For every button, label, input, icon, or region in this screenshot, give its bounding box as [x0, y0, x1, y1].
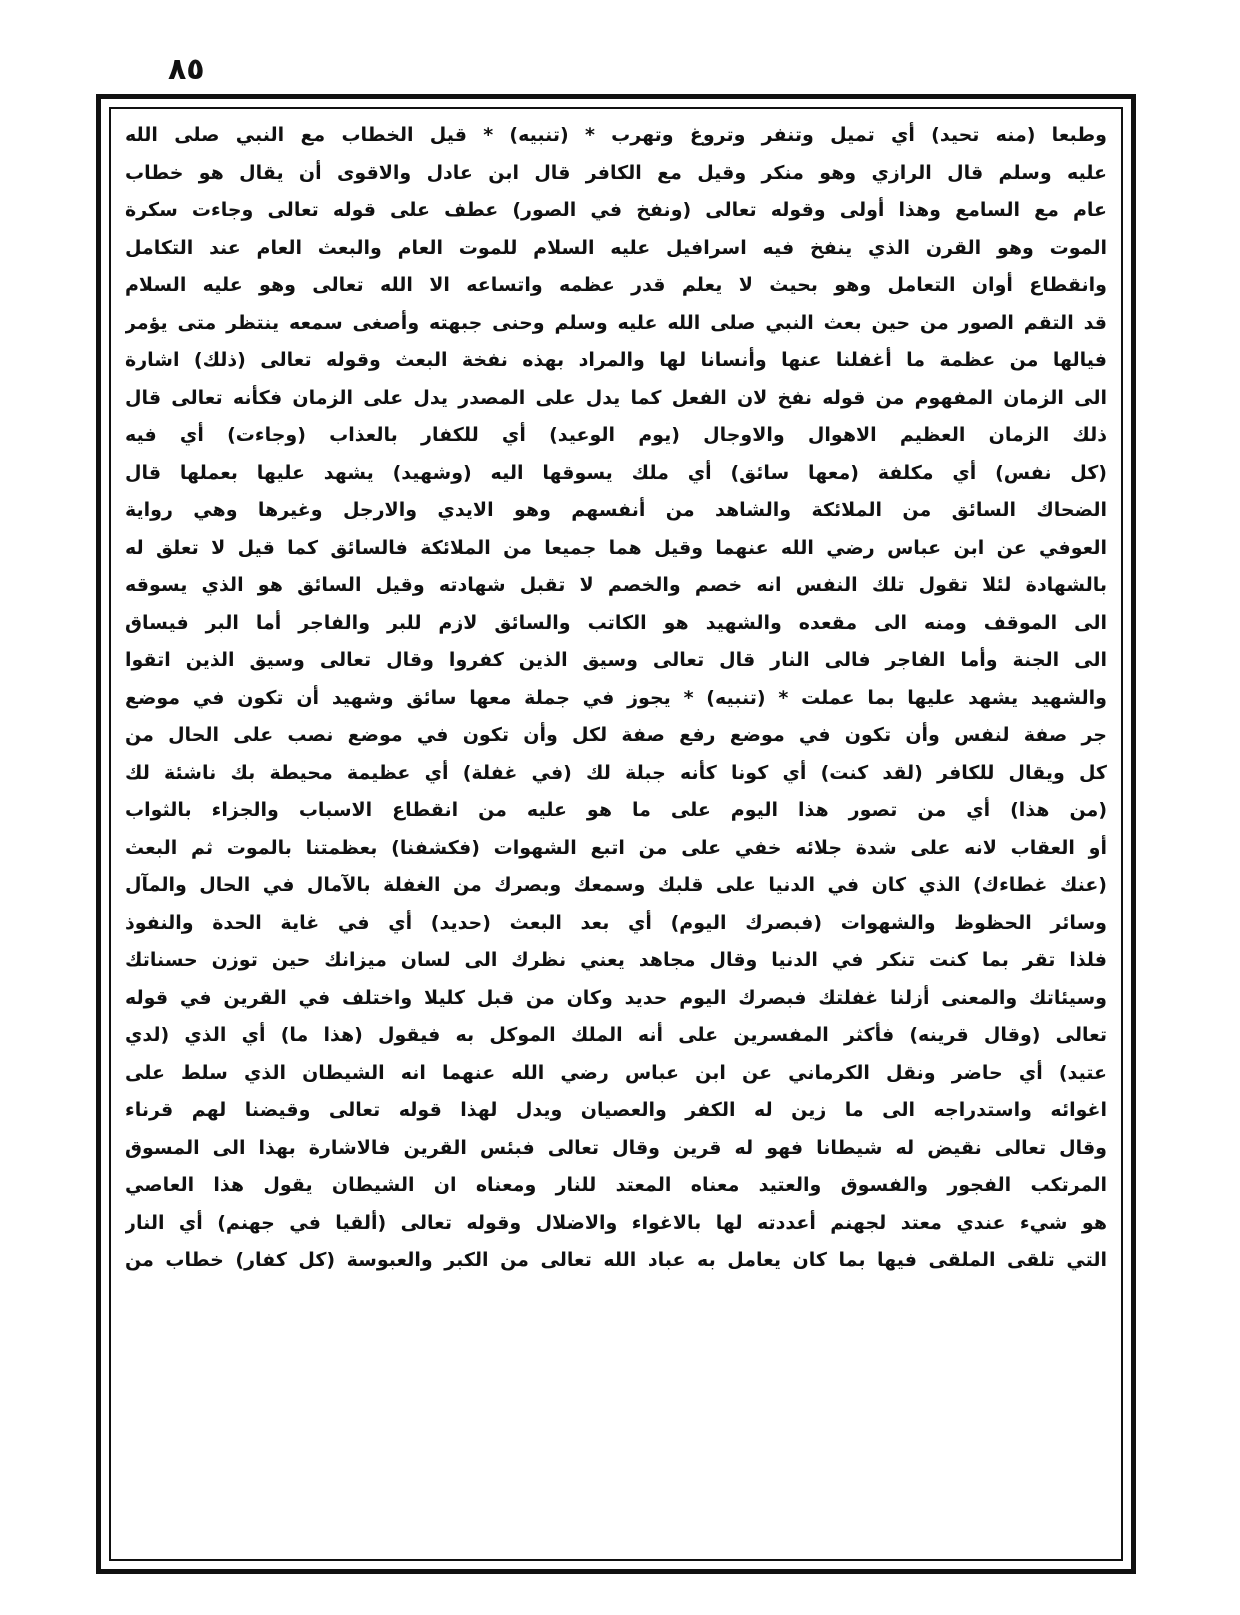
text-line-16: والشهيد يشهد عليها بما عملت * (تنبيه) * يجوز في جملة معها سائق وشهيد أن تكون في موضع	[125, 686, 1107, 709]
text-line-29: المرتكب الفجور والفسوق والعتيد معناه المعتد للنار ومعناه ان الشيطان يقول هذا العاصي	[125, 1174, 1107, 1196]
text-line-21: (عنك غطاءك) الذي كان في الدنيا على قلبك وسمعك وبصرك من الغفلة بالآمال في الحال والمآل	[125, 874, 1107, 896]
text-line-2: عليه وسلم قال الرازي وهو منكر وقيل مع الكافر قال ابن عادل والاقوى أن يقال هو خطاب	[125, 161, 1107, 184]
text-line-1: وطبعا (منه تحيد) أي تميل وتنفر وتروغ وتهرب * (تنبيه) * قيل الخطاب مع النبي صلى الله	[125, 124, 1107, 146]
text-line-20: أو العقاب لانه على شدة جلائه خفي على من اتبع الشهوات (فكشفنا) بعظمتنا بالموت ثم البعث	[125, 836, 1107, 859]
text-line-30: هو شيء عندي معتد لجهنم أعددته لها بالاغواء والاضلال وقوله تعالى (ألقيا في جهنم) أي النار	[125, 1211, 1107, 1234]
text-line-9: ذلك الزمان العظيم الاهوال والاوجال (يوم الوعيد) أي للكفار بالعذاب (وجاءت) أي فيه	[125, 424, 1107, 446]
text-line-11: الضحاك السائق من الملائكة والشاهد من أنفسهم وهو الايدي والارجل وغيرها وهي رواية	[125, 499, 1107, 521]
body-text	[125, 117, 1107, 1555]
page-frame	[96, 94, 1136, 1574]
text-line-31: التي تلقى الملقى فيها بما كان يعامل به عباد الله تعالى من الكبر والعبوسة (كل كفار) خطاب من	[125, 1249, 1107, 1271]
text-line-22: وسائر الحظوظ والشهوات (فبصرك اليوم) أي بعد البعث (حديد) أي في غاية الحدة والنفوذ	[125, 911, 1107, 934]
text-line-24: وسيئاتك والمعنى أزلنا غفلتك فبصرك اليوم حديد وكان من قبل كليلا واختلف في القرين في قوله	[125, 986, 1107, 1009]
text-line-7: فيالها من عظمة ما أغفلنا عنها وأنسانا لها والمراد بهذه نفخة البعث وقوله تعالى (ذلك) اشارة	[125, 349, 1107, 371]
text-line-4: الموت وهو القرن الذي ينفخ فيه اسرافيل عليه السلام للموت العام والبعث العام عند التكامل	[125, 236, 1107, 259]
text-line-6: قد التقم الصور من حين بعث النبي صلى الله عليه وسلم وحنى جبهته وأصغى سمعه ينتظر متى يؤمر	[125, 311, 1107, 334]
text-line-12: العوفي عن ابن عباس رضي الله عنهما وقيل هما جميعا من الملائكة فالسائق كما قيل لا تعلق له	[125, 536, 1107, 559]
text-line-3: عام مع السامع وهذا أولى وقوله تعالى (ونفخ في الصور) عطف على قوله تعالى وجاءت سكرة	[125, 199, 1107, 221]
text-line-15: الى الجنة وأما الفاجر فالى النار قال تعالى وسيق الذين كفروا وقال تعالى وسيق الذين اتقوا	[125, 649, 1107, 671]
text-line-25: تعالى (وقال قرينه) فأكثر المفسرين على أنه الملك الموكل به فيقول (هذا ما) أي الذي (لدي	[125, 1024, 1107, 1046]
text-line-17: جر صفة لنفس وأن تكون في موضع رفع صفة لكل وأن تكون في موضع نصب على الحال من	[125, 724, 1107, 746]
text-line-28: وقال تعالى نقيض له شيطانا فهو له قرين وقال تعالى فبئس القرين فالاشارة بهذا الى المسوق	[125, 1136, 1107, 1159]
text-line-8: الى الزمان المفهوم من قوله نفخ لان الفعل كما يدل على المصدر يدل على الزمان فكأنه تعالى قال	[125, 386, 1107, 409]
text-line-18: كل ويقال للكافر (لقد كنت) أي كونا كأنه جبلة لك (في غفلة) أي عظيمة محيطة بك ناشئة لك	[125, 761, 1107, 784]
text-line-27: اغوائه واستدراجه الى ما زين له الكفر والعصيان ويدل لهذا قوله تعالى وقيضنا لهم قرناء	[125, 1099, 1107, 1121]
text-line-10: (كل نفس) أي مكلفة (معها سائق) أي ملك يسوقها اليه (وشهيد) يشهد عليها بعملها قال	[125, 461, 1107, 484]
page-number: ٨٥	[168, 52, 205, 87]
text-line-14: الى الموقف ومنه الى مقعده والشهيد هو الكاتب والسائق لازم للبر والفاجر أما البر فيساق	[125, 611, 1107, 634]
text-line-23: فلذا تقر بما كنت تنكر في الدنيا وقال مجاهد يعني نظرك الى لسان ميزانك حين توزن حسناتك	[125, 949, 1107, 971]
text-line-19: (من هذا) أي من تصور هذا اليوم على ما هو عليه من انقطاع الاسباب والجزاء بالثواب	[125, 799, 1107, 821]
text-line-13: بالشهادة لئلا تقول تلك النفس انه خصم والخصم لا تقبل شهادته وقيل السائق هو الذي يسوقه	[125, 574, 1107, 596]
text-line-5: وانقطاع أوان التعامل وهو بحيث لا يعلم قدر عظمه واتساعه الا الله تعالى وهو عليه السلام	[125, 274, 1107, 296]
text-line-26: عتيد) أي حاضر ونقل الكرماني عن ابن عباس رضي الله عنهما انه الشيطان الذي سلط على	[125, 1061, 1107, 1084]
